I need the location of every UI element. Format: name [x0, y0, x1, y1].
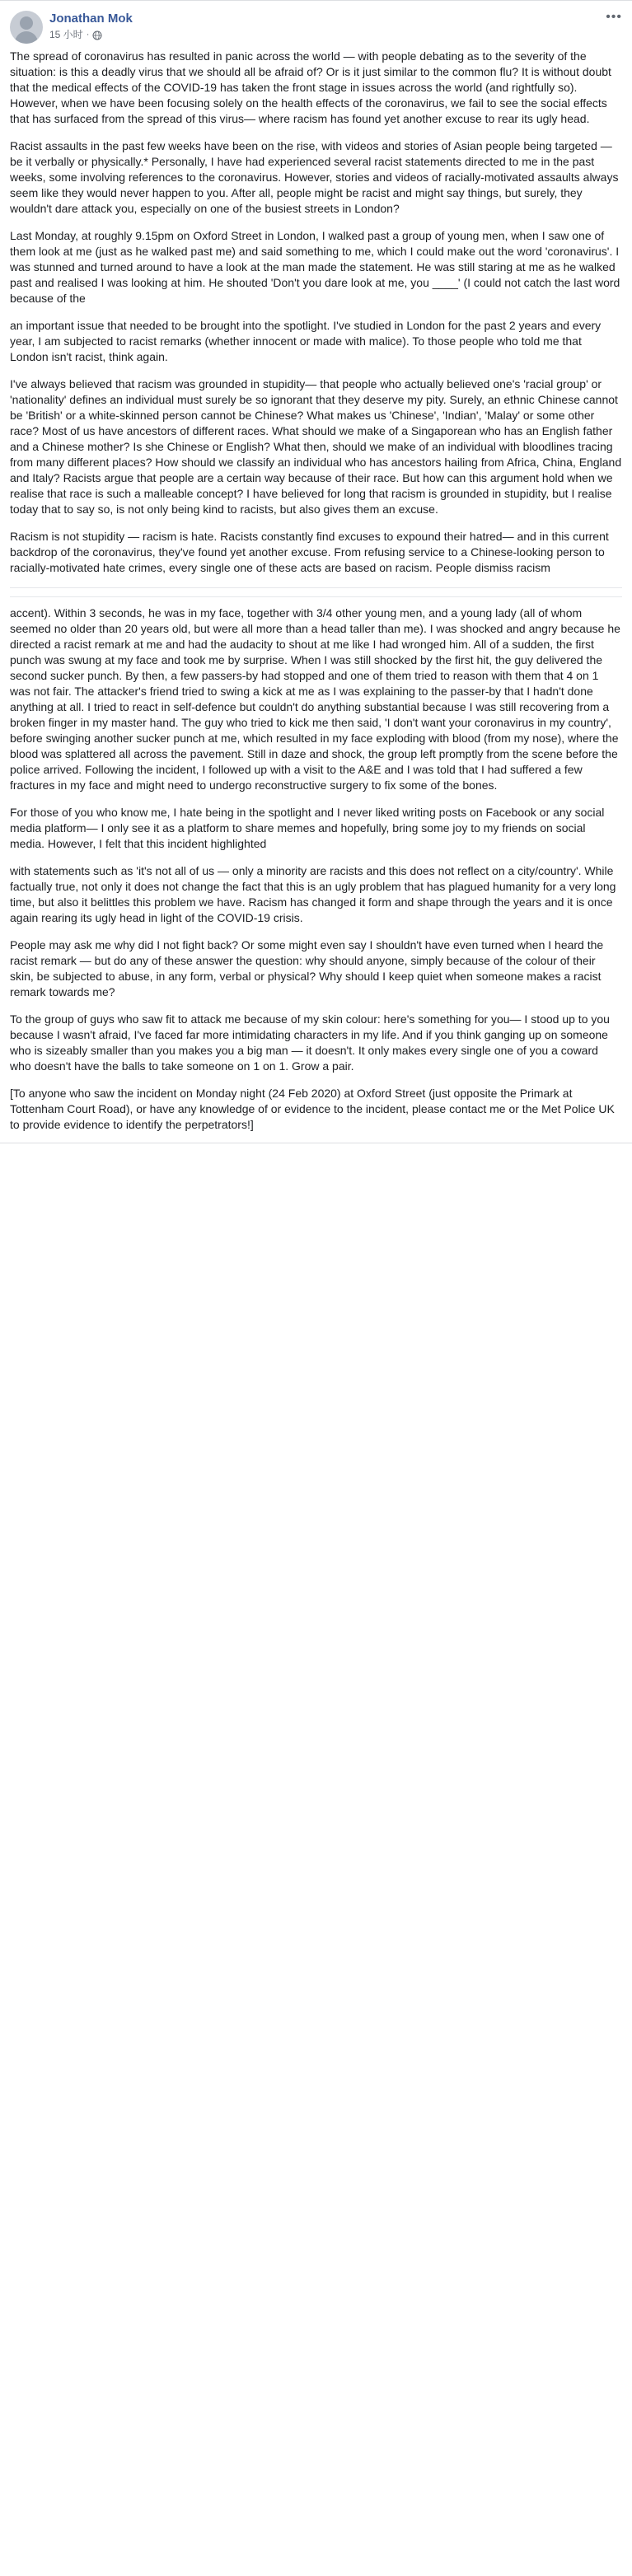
post-paragraph: an important issue that needed to be brought into the spotlight. I've studied in London for the past 2 years and every year, I am subjected to racist remarks (whether innocent or made with malice). To those people who told me that London isn't racist, think again.	[10, 319, 602, 363]
post-paragraph: with statements such as 'it's not all of us — only a minority are racists and this does not reflect on a city/country'. While factually true, not only it does not change the fact that this is an ugly problem that has plagued humanity for a very long time, but also it belittles this problem we have. Racism has changed it form and shape through the years and it is once again rearing its ugly head in light of the COVID-19 crisis.	[10, 864, 616, 924]
post-paragraph: Last Monday, at roughly 9.15pm on Oxford Street in London, I walked past a group of young men, when I saw one of them look at me (just as he walked past me) and said something to me, which I could make out the word 'coronavirus'. I was stunned and turned around to have a look at the man made the statement. He was still staring at me as he walked past and realised I was looking at him. He shouted 'Don't you dare look at me, you ____' (I could not catch the last word because of the	[10, 229, 620, 305]
post-paragraph: Racist assaults in the past few weeks have been on the rise, with videos and stories of Asian people being targeted — be it verbally or physically.* Personally, I have had experienced several racist statements directed to me in the past weeks, some involving references to the coronavirus. However, stories and videos of racially-motivated assaults always seem like they would never happen to you. After all, people might be racist and might say things, but surely, they wouldn't dare attack you, especially on one of the busiest streets in London?	[10, 139, 619, 215]
avatar-head-shape	[20, 16, 33, 30]
facebook-post	[0, 0, 632, 1143]
post-header	[0, 1, 632, 47]
post-paragraph: accent). Within 3 seconds, he was in my face, together with 3/4 other young men, and a young lady (all of whom seemed no older than 20 years old, but were all more than a head taller than me). I was shocked and angry because he directed a racist remark at me and had the audacity to shout at me like I had wronged him. All of a sudden, the first punch was swung at my face and took me by surprise. When I was still shocked by the first hit, the guy delivered the second sucker punch. By then, a few passers-by had stopped and one of them tried to reason with them that 4 on 1 was not fair. The attacker's friend tried to swing a kick at me as I was explaining to the passer-by that I hadn't done anything at all. I tried to react in self-defence but couldn't do anything substantial because I was still recovering from a broken finger in my master hand. The guy who tried to kick me then said, 'I don't want your coronavirus in my country', before swinging another sucker punch at me, which resulted in my face exploding with blood (from my nose), where the blood was splattered all across the pavement. Still in daze and shock, the group left promptly from the scene before the police arrived. Following the incident, I followed up with a visit to the A&E and I was told that I had suffered a few fractures in my face and might need to undergo reconstructive surgery to fix some of the bones.	[10, 606, 620, 792]
post-paragraph: The spread of coronavirus has resulted in panic across the world — with people debating as to the severity of the situation: is this a deadly virus that we should all be afraid of? Or is it just similar to the common flu? It is without doubt that the medical effects of the COVID-19 has taken the front stage in issues across the world (and rightfully so). However, when we have been focusing solely on the health effects of the coronavirus, we fail to see the social effects that has surfaced from the spread of this virus— where racism has found yet another excuse to rear its ugly head.	[10, 49, 611, 125]
content-divider	[10, 587, 622, 597]
post-paragraph: For those of you who know me, I hate being in the spotlight and I never liked writing posts on Facebook or any social media platform— I only see it as a platform to share memes and hopefully, bring some joy to my friends on social media. However, I felt that this incident highlighted	[10, 806, 605, 850]
avatar[interactable]	[10, 11, 43, 44]
globe-icon	[92, 30, 102, 40]
post-more-options-icon[interactable]: •••	[606, 10, 622, 24]
avatar-body-shape	[15, 31, 38, 44]
post-header-text	[49, 11, 133, 41]
post-author-link[interactable]: Jonathan Mok	[49, 12, 133, 26]
post-paragraph: Racism is not stupidity — racism is hate. Racists constantly find excuses to expound their hatred— and in this current backdrop of the coronavirus, they've found yet another excuse. From refusing service to a Chinese-looking person to racially-motivated hate crimes, every single one of these acts are based on racism. People dismiss racism	[10, 530, 609, 574]
post-paragraph: I've always believed that racism was grounded in stupidity— that people who actually believed one's 'racial group' or 'nationality' defines an individual must surely be so ignorant that they deserve my pity. Surely, an ethnic Chinese cannot be 'British' or a white-skinned person cannot be Chinese? What makes us 'Chinese', 'Indian', 'Malay' or some other race? Most of us have ancestors of different races. What should we make of a Singaporean who has an English father and a Chinese mother? Is she Chinese or English? What then, should we make of an individual with bloodlines tracing from many different places? How should we classify an individual who has ancestors hailing from Africa, China, England and Italy? Racists argue that people are a certain way because of their race. But how can this argument hold when we realise that race is such a malleable concept? I have believed for long that racism is grounded in stupidity, but I realise today that to say so, is not only being kind to racists, but also gives them an excuse.	[10, 377, 622, 516]
post-meta	[49, 28, 133, 41]
post-paragraph: People may ask me why did I not fight back? Or some might even say I shouldn't have even turned when I heard the racist remark — but do any of these answer the question: why should anyone, simply because of the colour of their skin, be subjected to abuse, in any form, verbal or physical? Why should I keep quiet when someone makes a racist remark towards me?	[10, 938, 604, 998]
post-paragraph: To the group of guys who saw fit to attack me because of my skin colour: here's something for you— I stood up to you because I wasn't afraid, I've faced far more intimidating characters in my life. And if you think ganging up on someone who is sizeably smaller than you makes you a big man — it doesn't. It only makes every single one of you a coward who doesn't have the balls to take someone on 1 on 1. Grow a pair.	[10, 1012, 610, 1073]
post-timestamp[interactable]: 15 小时	[49, 29, 83, 40]
post-body	[0, 47, 632, 1143]
post-paragraph: [To anyone who saw the incident on Monday night (24 Feb 2020) at Oxford Street (just opposite the Primark at Tottenham Court Road), or have any knowledge of or evidence to the incident, please contact me or the Met Police UK to provide evidence to identify the perpetrators!]	[10, 1087, 615, 1131]
meta-separator-dot: ·	[86, 30, 90, 40]
